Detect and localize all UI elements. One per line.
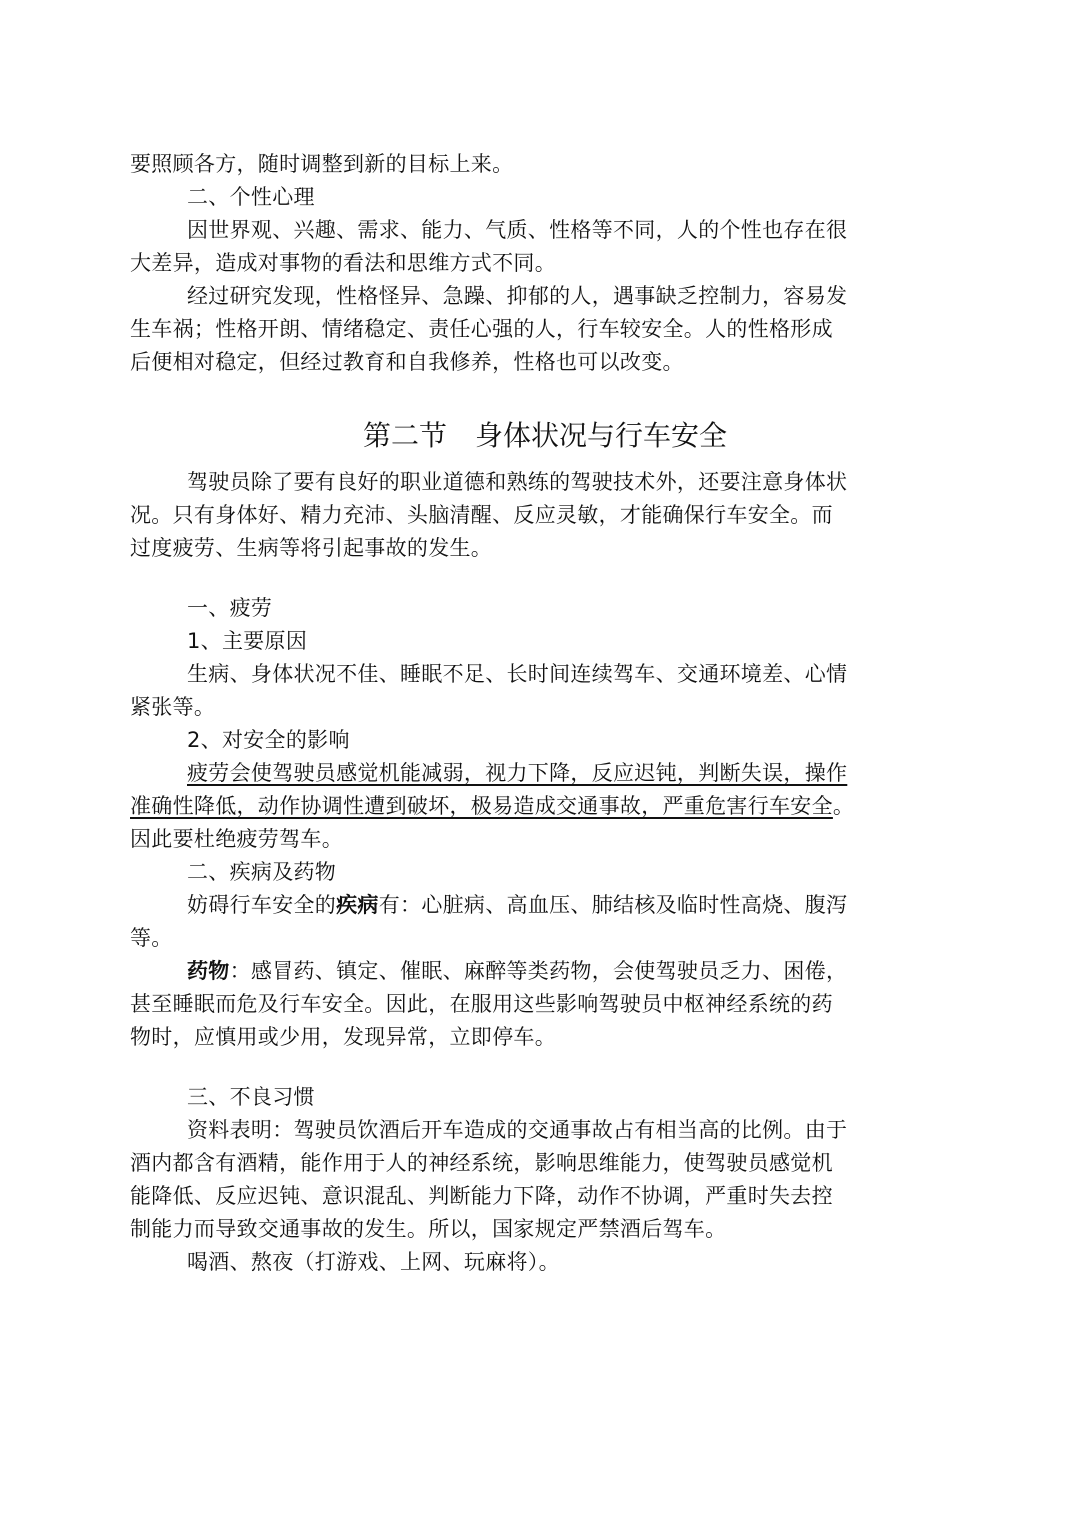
heading-personality: 二、个性心理 [187, 185, 315, 209]
text-span: ：感冒药、镇定、催眠、麻醉等类药物，会使驾驶员乏力、困倦， [229, 959, 848, 983]
paragraph-line [130, 955, 960, 988]
heading-effect: 2、对安全的影响 [187, 728, 350, 752]
paragraph-line: 过度疲劳、生病等将引起事故的发生。 [130, 536, 493, 560]
paragraph-line [130, 790, 960, 823]
paragraph-line: 因世界观、兴趣、需求、能力、气质、性格等不同，人的个性也存在很 [187, 218, 848, 242]
heading-habit: 三、不良习惯 [187, 1085, 315, 1109]
paragraph-line: 经过研究发现，性格怪异、急躁、抑郁的人，遇事缺乏控制力，容易发 [187, 284, 848, 308]
paragraph-line: 生病、身体状况不佳、睡眠不足、长时间连续驾车、交通环境差、心情 [187, 662, 848, 686]
paragraph-line: 物时，应慎用或少用，发现异常，立即停车。 [130, 1025, 556, 1049]
paragraph-line: 喝酒、熬夜（打游戏、上网、玩麻将）。 [187, 1250, 560, 1274]
paragraph-line: 要照顾各方，随时调整到新的目标上来。 [130, 152, 514, 176]
paragraph-line: 资料表明：驾驶员饮酒后开车造成的交通事故占有相当高的比例。由于 [187, 1118, 848, 1142]
paragraph-line: 能降低、反应迟钝、意识混乱、判断能力下降，动作不协调，严重时失去控 [130, 1184, 833, 1208]
underlined-text: 疲劳会使驾驶员感觉机能减弱，视力下降，反应迟钝，判断失误，操作 [187, 761, 848, 785]
paragraph-line: 等。 [130, 926, 173, 950]
paragraph-line: 后便相对稳定，但经过教育和自我修养，性格也可以改变。 [130, 350, 684, 374]
paragraph-line: 况。只有身体好、精力充沛、头脑清醒、反应灵敏，才能确保行车安全。而 [130, 503, 833, 527]
heading-cause: 1、主要原因 [187, 629, 308, 653]
section-title: 第二节 身体状况与行车安全 [362, 419, 727, 452]
bold-term-drug: 药物 [187, 959, 230, 983]
paragraph-line: 大差异，造成对事物的看法和思维方式不同。 [130, 251, 556, 275]
heading-disease: 二、疾病及药物 [187, 860, 337, 884]
text-span: 妨碍行车安全的 [187, 893, 337, 917]
paragraph-line: 驾驶员除了要有良好的职业道德和熟练的驾驶技术外，还要注意身体状 [187, 470, 848, 494]
heading-fatigue: 一、疲劳 [187, 596, 273, 620]
paragraph-line: 生车祸；性格开朗、情绪稳定、责任心强的人，行车较安全。人的性格形成 [130, 317, 833, 341]
text-span: 有：心脏病、高血压、肺结核及临时性高烧、腹泻 [378, 893, 848, 917]
paragraph-line: 甚至睡眠而危及行车安全。因此，在服用这些影响驾驶员中枢神经系统的药 [130, 992, 833, 1016]
paragraph-line: 制能力而导致交通事故的发生。所以，国家规定严禁酒后驾车。 [130, 1217, 727, 1241]
punctuation: 。 [832, 794, 855, 818]
bold-term-disease: 疾病 [336, 893, 379, 917]
paragraph-line: 紧张等。 [130, 695, 216, 719]
underlined-text: 准确性降低，动作协调性遭到破坏，极易造成交通事故，严重危害行车安全 [130, 794, 833, 818]
paragraph-line [130, 889, 960, 922]
paragraph-line [130, 757, 960, 790]
document-page [130, 148, 960, 1279]
paragraph-line: 酒内都含有酒精，能作用于人的神经系统，影响思维能力，使驾驶员感觉机 [130, 1151, 833, 1175]
paragraph-line: 因此要杜绝疲劳驾车。 [130, 827, 343, 851]
